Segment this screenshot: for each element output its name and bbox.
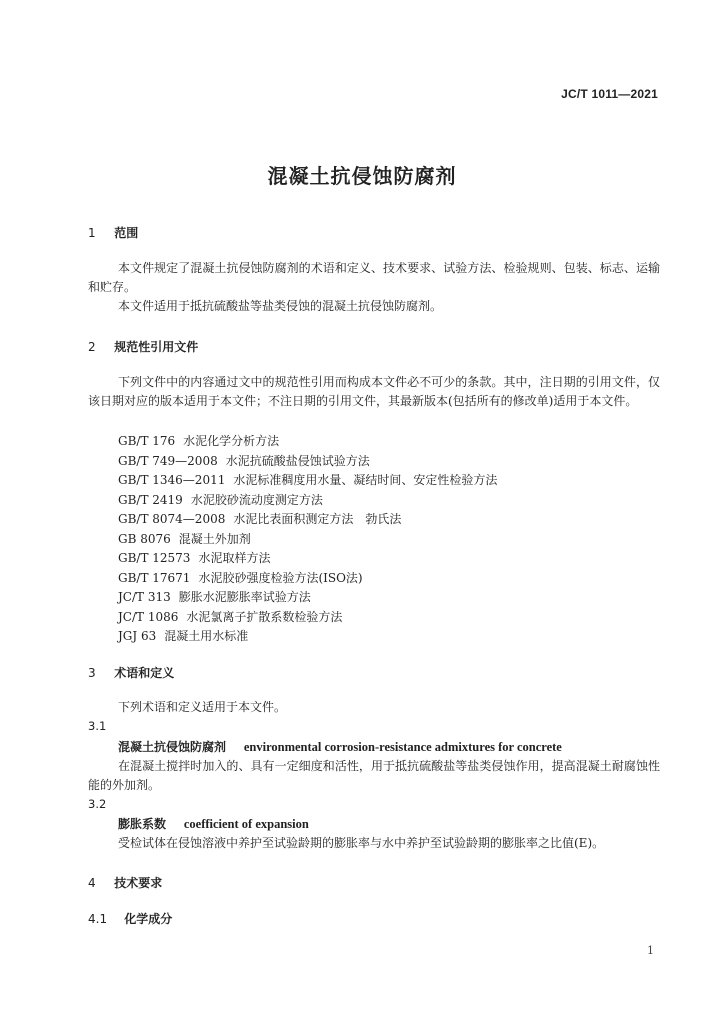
reference-code: GB/T 176 bbox=[118, 434, 176, 448]
section-number: 4 bbox=[88, 876, 96, 890]
section-title: 技术要求 bbox=[114, 876, 163, 890]
page-number: 1 bbox=[647, 944, 654, 957]
reference-code: JC/T 1086 bbox=[118, 609, 179, 624]
reference-title: 混凝土用水标准 bbox=[164, 629, 249, 643]
page-title: 混凝土抗侵蚀防腐剂 bbox=[267, 164, 457, 188]
reference-item bbox=[118, 627, 497, 647]
section-1-heading bbox=[88, 224, 138, 241]
reference-title: 水泥标准稠度用水量、凝结时间、安定性检验方法 bbox=[233, 473, 498, 487]
subsection-4-1-heading bbox=[88, 910, 172, 927]
section-title: 规范性引用文件 bbox=[114, 340, 199, 354]
reference-item bbox=[118, 569, 497, 589]
section-number: 3 bbox=[88, 666, 96, 680]
reference-title: 膨胀水泥膨胀率试验方法 bbox=[178, 590, 311, 604]
reference-item bbox=[118, 530, 497, 550]
reference-item bbox=[118, 510, 497, 530]
term-number: 3.1 bbox=[88, 719, 107, 733]
section-title: 范围 bbox=[114, 226, 139, 240]
reference-item bbox=[118, 588, 497, 608]
term-definition: 受检试体在侵蚀溶液中养护至试验龄期的膨胀率与水中养护至试验龄期的膨胀率之比值(E)。 bbox=[118, 836, 605, 850]
section-title: 术语和定义 bbox=[114, 666, 175, 680]
reference-code: JGJ 63 bbox=[118, 629, 157, 643]
term-entry bbox=[118, 815, 309, 832]
reference-list bbox=[118, 432, 497, 647]
term-zh: 混凝土抗侵蚀防腐剂 bbox=[118, 740, 227, 754]
section-3-heading bbox=[88, 664, 174, 681]
reference-title: 水泥氯离子扩散系数检验方法 bbox=[186, 609, 343, 624]
reference-code: GB 8076 bbox=[118, 531, 171, 546]
subsection-number: 4.1 bbox=[88, 912, 108, 926]
term-en: environmental corrosion-resistance admixtures for concrete bbox=[243, 740, 562, 754]
reference-item bbox=[118, 432, 497, 452]
reference-item bbox=[118, 452, 497, 472]
reference-item bbox=[118, 549, 497, 569]
reference-title: 水泥胶砂强度检验方法(ISO法) bbox=[198, 570, 363, 585]
reference-title: 水泥抗硫酸盐侵蚀试验方法 bbox=[225, 453, 370, 468]
subsection-title: 化学成分 bbox=[124, 912, 173, 926]
reference-code: GB/T 12573 bbox=[118, 551, 191, 565]
reference-code: JC/T 313 bbox=[118, 590, 171, 604]
scope-paragraph-2: 本文件适用于抵抗硫酸盐等盐类侵蚀的混凝土抗侵蚀防腐剂。 bbox=[118, 299, 443, 313]
reference-item bbox=[118, 491, 497, 511]
section-4-heading bbox=[88, 874, 162, 891]
term-entry bbox=[118, 738, 562, 755]
terms-intro: 下列术语和定义适用于本文件。 bbox=[118, 700, 287, 714]
section-number: 2 bbox=[88, 340, 96, 354]
term-en: coefficient of expansion bbox=[183, 817, 309, 831]
scope-paragraph-1: 本文件规定了混凝土抗侵蚀防腐剂的术语和定义、技术要求、试验方法、检验规则、包装、标志、运输和贮存。 bbox=[88, 261, 660, 294]
section-2-heading bbox=[88, 338, 198, 355]
reference-title: 水泥化学分析方法 bbox=[183, 434, 280, 448]
reference-code: GB/T 8074—2008 bbox=[118, 512, 226, 526]
term-definition: 在混凝土搅拌时加入的、具有一定细度和活性，用于抵抗硫酸盐等盐类侵蚀作用，提高混凝土耐腐蚀性能的外加剂。 bbox=[88, 759, 660, 792]
document-code: JC/T 1011—2021 bbox=[561, 87, 658, 101]
reference-code: GB/T 749—2008 bbox=[118, 453, 218, 468]
reference-title: 水泥取样方法 bbox=[198, 551, 271, 565]
term-number: 3.2 bbox=[88, 797, 107, 811]
reference-title: 水泥比表面积测定方法 勃氏法 bbox=[233, 512, 402, 526]
reference-title: 混凝土外加剂 bbox=[178, 531, 251, 546]
term-zh: 膨胀系数 bbox=[118, 817, 167, 831]
references-intro: 下列文件中的内容通过文中的规范性引用而构成本文件必不可少的条款。其中，注日期的引用文件，仅该日期对应的版本适用于本文件；不注日期的引用文件，其最新版本(包括所有的修改单)适用于本文件。 bbox=[88, 375, 660, 408]
section-number: 1 bbox=[88, 226, 96, 240]
reference-title: 水泥胶砂流动度测定方法 bbox=[190, 492, 323, 507]
reference-item bbox=[118, 471, 497, 491]
reference-code: GB/T 2419 bbox=[118, 492, 183, 507]
reference-item bbox=[118, 608, 497, 628]
reference-code: GB/T 1346—2011 bbox=[118, 473, 226, 487]
reference-code: GB/T 17671 bbox=[118, 570, 191, 585]
